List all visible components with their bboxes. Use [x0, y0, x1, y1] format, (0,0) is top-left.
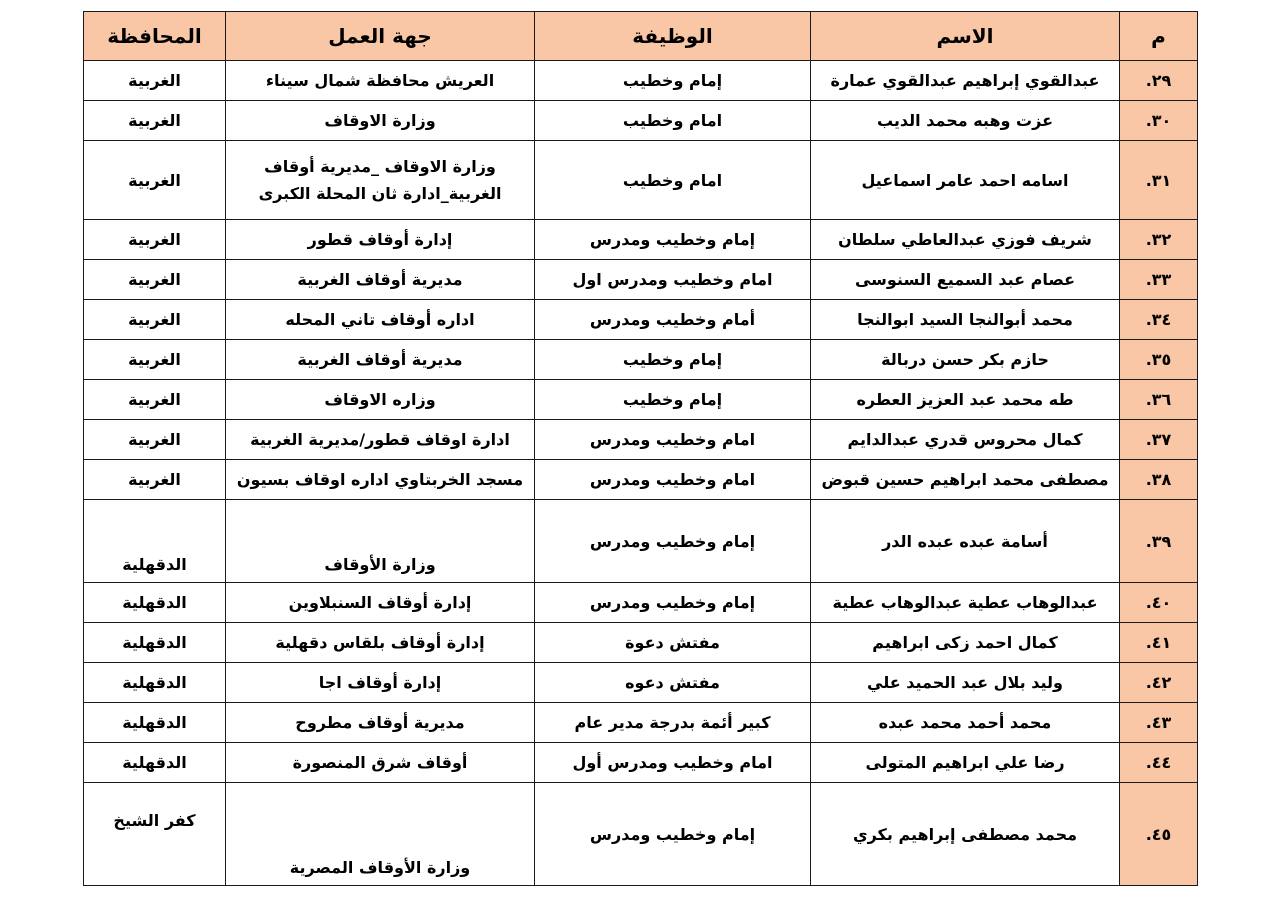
row-name: عصام عبد السميع السنوسى	[811, 260, 1120, 300]
row-job: إمام وخطيب ومدرس	[535, 500, 811, 583]
row-name: عبدالوهاب عطية عبدالوهاب عطية	[811, 583, 1120, 623]
row-number: ٤٢.	[1120, 663, 1198, 703]
row-number: ٤٠.	[1120, 583, 1198, 623]
row-workplace: وزارة الأوقاف	[226, 500, 535, 583]
row-governorate: الغربية	[84, 61, 226, 101]
row-number: ٣٤.	[1120, 300, 1198, 340]
row-number: ٤٣.	[1120, 703, 1198, 743]
row-job: امام وخطيب	[535, 101, 811, 141]
row-number: ٣٧.	[1120, 420, 1198, 460]
header-workplace: جهة العمل	[226, 12, 535, 61]
row-governorate: الغربية	[84, 101, 226, 141]
table-row	[84, 260, 1198, 300]
row-number: ٣٦.	[1120, 380, 1198, 420]
table-row	[84, 300, 1198, 340]
row-name: كمال احمد زكى ابراهيم	[811, 623, 1120, 663]
row-governorate: الغربية	[84, 260, 226, 300]
row-job: إمام وخطيب	[535, 380, 811, 420]
header-num: م	[1120, 12, 1198, 61]
row-job: امام وخطيب ومدرس	[535, 420, 811, 460]
row-workplace: مديرية أوقاف مطروح	[226, 703, 535, 743]
row-number: ٢٩.	[1120, 61, 1198, 101]
row-workplace: وزارة الاوقاف _مديرية أوقاف الغربية_ادارة ثان المحلة الكبرى	[226, 141, 535, 220]
table-row	[84, 101, 1198, 141]
row-workplace: مسجد الخربتاوي اداره اوقاف بسيون	[226, 460, 535, 500]
row-workplace: إدارة أوقاف بلقاس دقهلية	[226, 623, 535, 663]
row-number: ٤٥.	[1120, 783, 1198, 886]
row-governorate: الدقهلية	[84, 500, 226, 583]
row-governorate: الغربية	[84, 380, 226, 420]
row-job: كبير أئمة بدرجة مدير عام	[535, 703, 811, 743]
row-job: إمام وخطيب ومدرس	[535, 583, 811, 623]
row-name: اسامه احمد عامر اسماعيل	[811, 141, 1120, 220]
row-workplace: إدارة أوقاف اجا	[226, 663, 535, 703]
row-governorate: الدقهلية	[84, 703, 226, 743]
header-name: الاسم	[811, 12, 1120, 61]
row-name: محمد مصطفى إبراهيم بكري	[811, 783, 1120, 886]
row-job: امام وخطيب	[535, 141, 811, 220]
row-number: ٤١.	[1120, 623, 1198, 663]
table-row	[84, 340, 1198, 380]
row-job: أمام وخطيب ومدرس	[535, 300, 811, 340]
table-row	[84, 743, 1198, 783]
row-governorate: الدقهلية	[84, 583, 226, 623]
row-workplace: وزاره الاوقاف	[226, 380, 535, 420]
table-row	[84, 420, 1198, 460]
table-row	[84, 220, 1198, 260]
row-governorate: الدقهلية	[84, 623, 226, 663]
row-name: شريف فوزي عبدالعاطي سلطان	[811, 220, 1120, 260]
row-workplace: إدارة أوقاف قطور	[226, 220, 535, 260]
row-workplace: وزارة الأوقاف المصرية	[226, 783, 535, 886]
staff-table	[83, 11, 1198, 886]
row-job: إمام وخطيب ومدرس	[535, 220, 811, 260]
table-row	[84, 460, 1198, 500]
row-job: امام وخطيب ومدرس أول	[535, 743, 811, 783]
row-number: ٣٥.	[1120, 340, 1198, 380]
row-number: ٣٨.	[1120, 460, 1198, 500]
row-name: حازم بكر حسن دربالة	[811, 340, 1120, 380]
row-name: وليد بلال عبد الحميد علي	[811, 663, 1120, 703]
row-number: ٣٣.	[1120, 260, 1198, 300]
table-row	[84, 61, 1198, 101]
row-governorate: الدقهلية	[84, 663, 226, 703]
row-workplace: إدارة أوقاف السنبلاوين	[226, 583, 535, 623]
row-workplace: العريش محافظة شمال سيناء	[226, 61, 535, 101]
row-governorate: الغربية	[84, 340, 226, 380]
row-name: طه محمد عبد العزيز العطره	[811, 380, 1120, 420]
row-workplace: مديرية أوقاف الغربية	[226, 340, 535, 380]
table-row	[84, 500, 1198, 583]
row-workplace: مديرية أوقاف الغربية	[226, 260, 535, 300]
row-number: ٤٤.	[1120, 743, 1198, 783]
table-row	[84, 703, 1198, 743]
row-number: ٣٩.	[1120, 500, 1198, 583]
row-governorate: الغربية	[84, 141, 226, 220]
row-job: مفتش دعوة	[535, 623, 811, 663]
table-header-row	[84, 12, 1198, 61]
row-job: امام وخطيب ومدرس	[535, 460, 811, 500]
row-name: مصطفى محمد ابراهيم حسين قبوض	[811, 460, 1120, 500]
row-name: أسامة عبده عبده الدر	[811, 500, 1120, 583]
row-job: إمام وخطيب	[535, 61, 811, 101]
row-number: ٣٢.	[1120, 220, 1198, 260]
table-row	[84, 663, 1198, 703]
header-governorate: المحافظة	[84, 12, 226, 61]
row-governorate: الغربية	[84, 420, 226, 460]
row-workplace: وزارة الاوقاف	[226, 101, 535, 141]
row-name: عزت وهبه محمد الديب	[811, 101, 1120, 141]
table-row	[84, 783, 1198, 886]
row-governorate: الغربية	[84, 300, 226, 340]
row-workplace: اداره أوقاف تاني المحله	[226, 300, 535, 340]
row-name: محمد أبوالنجا السيد ابوالنجا	[811, 300, 1120, 340]
table-row	[84, 141, 1198, 220]
row-governorate: الدقهلية	[84, 743, 226, 783]
table-row	[84, 583, 1198, 623]
row-number: ٣١.	[1120, 141, 1198, 220]
row-workplace: ادارة اوقاف قطور/مديرية الغربية	[226, 420, 535, 460]
table-row	[84, 380, 1198, 420]
table-row	[84, 623, 1198, 663]
row-name: كمال محروس قدري عبدالدايم	[811, 420, 1120, 460]
row-name: رضا علي ابراهيم المتولى	[811, 743, 1120, 783]
row-job: إمام وخطيب ومدرس	[535, 783, 811, 886]
row-governorate: الغربية	[84, 460, 226, 500]
row-governorate: كفر الشيخ	[84, 783, 226, 886]
row-job: إمام وخطيب	[535, 340, 811, 380]
row-job: مفتش دعوه	[535, 663, 811, 703]
row-name: عبدالقوي إبراهيم عبدالقوي عمارة	[811, 61, 1120, 101]
row-name: محمد أحمد محمد عبده	[811, 703, 1120, 743]
row-workplace: أوقاف شرق المنصورة	[226, 743, 535, 783]
row-job: امام وخطيب ومدرس اول	[535, 260, 811, 300]
header-job: الوظيفة	[535, 12, 811, 61]
row-governorate: الغربية	[84, 220, 226, 260]
row-number: ٣٠.	[1120, 101, 1198, 141]
